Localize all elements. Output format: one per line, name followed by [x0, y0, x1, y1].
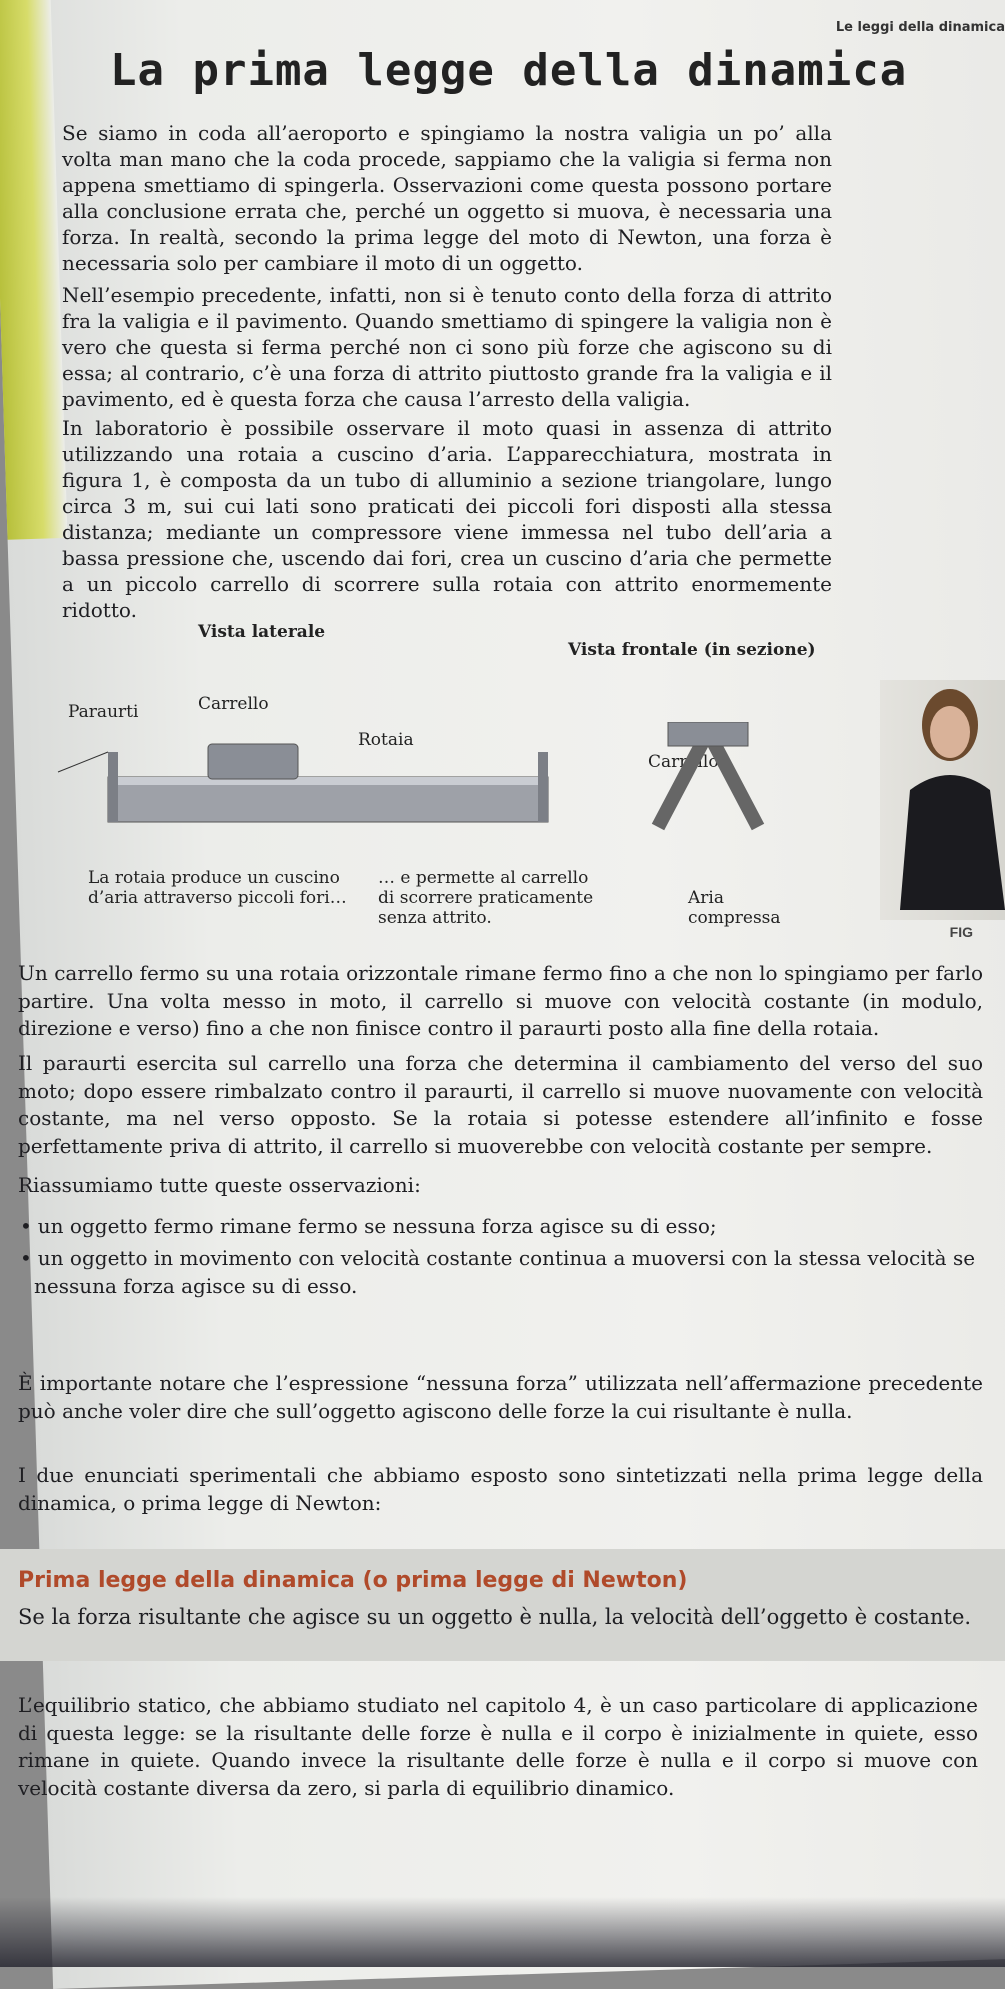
- rail-top: [108, 777, 548, 785]
- transition-paragraph: I due enunciati sperimentali che abbiamo esposto sono sintetizzati nella prima legge della dinamica, o prima legge di Newton:: [18, 1463, 983, 1515]
- body-paragraph-2: Il paraurti esercita sul carrello una forza che determina il cambiamento del verso del suo moto; dopo essere rimbalzato contro il paraurti, il carrello si muove nuovamente con velocità costante, ma nel verso opposto. Se la rotaia si potesse estendere all’infinito e fosse perfettamente priva di attrito, il carrello si muoverebbe con velocità costante per sempre.: [18, 1051, 983, 1158]
- cart-front: [668, 722, 748, 746]
- intro-paragraph-1: Se siamo in coda all’aeroporto e spingiamo la nostra valigia un po’ alla volta man mano che la coda procede, sappiamo che la valigia si ferma non appena smettiamo di spingerla. Osservazioni come questa possono portare alla conclusione errata che, perché un oggetto si muova, è necessaria una forza. In realtà, secondo la prima legge del moto di Newton, una forza è necessaria solo per cambiare il moto di un oggetto.: [62, 121, 832, 275]
- caption-mid-line1: … e permette al carrello: [378, 868, 589, 888]
- closing-paragraph: L’equilibrio statico, che abbiamo studiato nel capitolo 4, è un caso particolare di applicazione di questa legge: se la risultante delle forze è nulla e il corpo è inizialmente in quiete, esso rimane in quiete. Quando invece la risultante delle forze è nulla e il corpo si muove con velocità costante diversa da zero, si parla di equilibrio dinamico.: [18, 1693, 978, 1800]
- rail-label: Rotaia: [358, 730, 414, 750]
- air-track-diagram: [48, 722, 808, 852]
- bottom-shadow: [0, 1897, 1005, 1967]
- bumper-right: [538, 752, 548, 822]
- side-view-title: Vista laterale: [198, 622, 326, 642]
- caption-mid-line2: di scorrere praticamente: [378, 888, 594, 908]
- law-title: Prima legge della dinamica (o prima legge di Newton): [18, 1568, 688, 1593]
- body-paragraph-1: Un carrello fermo su una rotaia orizzontale rimane fermo fino a che non lo spingiamo per farlo partire. Una volta messo in moto, il carrello si muove con velocità costante (in modulo, direzione e verso) fino a che non finisce contro il paraurti posto alla fine della rotaia.: [18, 961, 983, 1040]
- intro-paragraph-2: Nell’esempio precedente, infatti, non si è tenuto conto della forza di attrito fra la valigia e il pavimento. Quando smettiamo di spingere la valigia non è vero che questa si ferma perché non ci sono più forze che agiscono su di essa; al contrario, c’è una forza di attrito piuttosto grande fra la valigia e il pavimento, ed è questa forza che causa l’arresto della valigia.: [62, 283, 832, 411]
- page-title: La prima legge della dinamica: [110, 45, 908, 96]
- caption-left-line2: d’aria attraverso piccoli fori…: [88, 888, 347, 908]
- note-paragraph: È importante notare che l’espressione “nessuna forza” utilizzata nell’affermazione precedente può anche voler dire che sull’oggetto agiscono delle forze la cui risultante è nulla.: [18, 1371, 983, 1423]
- cart-side: [208, 744, 298, 779]
- law-text: Se la forza risultante che agisce su un oggetto è nulla, la velocità dell’oggetto è costante.: [18, 1605, 972, 1629]
- air-track-figure: [48, 622, 1005, 928]
- air-label-line2: compressa: [688, 908, 781, 928]
- observation-item: • un oggetto in movimento con velocità costante continua a muoversi con la stessa velocità se nessuna forza agisce su di esso.: [20, 1244, 980, 1300]
- observation-list: [20, 1212, 980, 1304]
- observation-item: • un oggetto fermo rimane fermo se nessuna forza agisce su di esso;: [20, 1212, 980, 1240]
- caption-mid-line3: senza attrito.: [378, 908, 492, 928]
- bumpers-label: Paraurti: [68, 702, 139, 722]
- cart-front-label: Carrello: [648, 752, 719, 772]
- chapter-tag: Le leggi della dinamica: [835, 20, 1005, 35]
- summary-intro: Riassumiamo tutte queste osservazioni:: [18, 1173, 421, 1197]
- person-silhouette: [880, 680, 1005, 920]
- cart-label: Carrello: [198, 694, 269, 714]
- bumpers-pointer: [58, 752, 108, 772]
- figure-number: FIG: [949, 924, 973, 940]
- caption-left-line1: La rotaia produce un cuscino: [88, 868, 340, 888]
- front-view-title: Vista frontale (in sezione): [568, 640, 816, 660]
- bumper-left: [108, 752, 118, 822]
- page-edge-stripe: [0, 0, 68, 540]
- intro-paragraph-3: In laboratorio è possibile osservare il moto quasi in assenza di attrito utilizzando una rotaia a cuscino d’aria. L’apparecchiatura, mostrata in figura 1, è composta da un tubo di alluminio a sezione triangolare, lungo circa 3 m, sui cui lati sono praticati dei piccoli fori disposti alla stessa distanza; mediante un compressore viene immessa nel tubo dell’aria a bassa pressione che, uscendo dai fori, crea un cuscino d’aria che permette a un piccolo carrello di scorrere sulla rotaia con attrito enormemente ridotto.: [62, 416, 832, 622]
- photo-of-person: [880, 680, 1005, 920]
- air-label-line1: Aria: [688, 888, 724, 908]
